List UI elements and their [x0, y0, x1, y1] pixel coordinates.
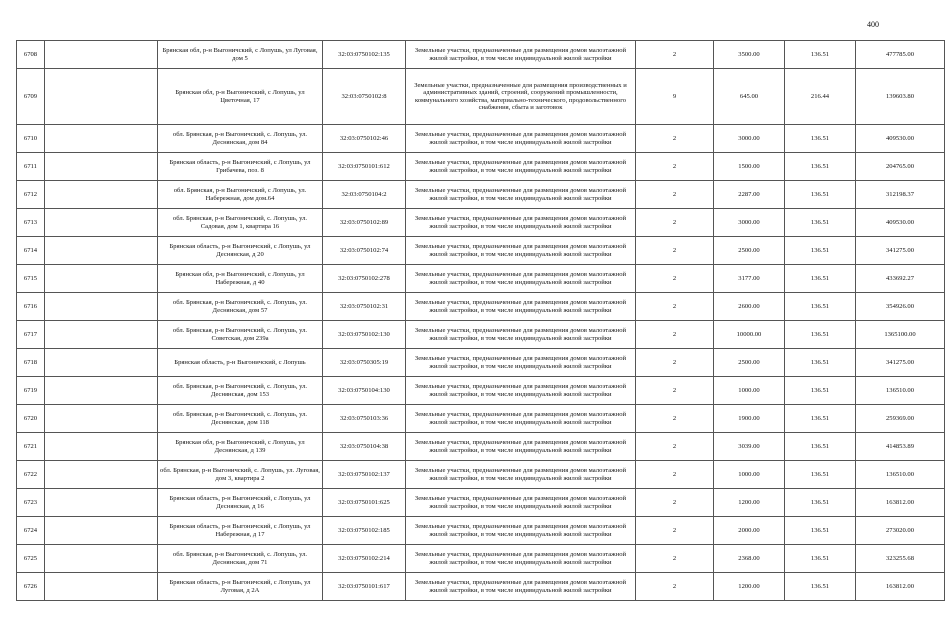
rate-cell: 136.51 — [785, 461, 856, 489]
cadastral-value-cell: 1365100.00 — [856, 321, 945, 349]
rate-cell: 136.51 — [785, 545, 856, 573]
rate-cell: 136.51 — [785, 377, 856, 405]
table-row — [17, 153, 945, 181]
land-use-cell: Земельные участки, предназначенные для размещения домов малоэтажной жилой застройки, в том числе индивидуальной жилой застройки — [406, 545, 636, 573]
group-cell: 2 — [636, 349, 714, 377]
address-cell: обл. Брянская, р-н Выгоничский, с. Лопушь, ул. Деснянская, дом 118 — [158, 405, 323, 433]
group-cell: 2 — [636, 41, 714, 69]
cadastral-value-cell: 354926.00 — [856, 293, 945, 321]
rate-cell: 136.51 — [785, 349, 856, 377]
row-number: 6719 — [17, 377, 45, 405]
table-row — [17, 489, 945, 517]
row-number: 6726 — [17, 573, 45, 601]
address-cell: Брянская область, р-н Выгоничский, с Лопушь — [158, 349, 323, 377]
blank-cell — [45, 349, 158, 377]
cadastral-value-cell: 204765.00 — [856, 153, 945, 181]
group-cell: 2 — [636, 433, 714, 461]
land-use-cell: Земельные участки, предназначенные для размещения домов малоэтажной жилой застройки, в том числе индивидуальной жилой застройки — [406, 41, 636, 69]
cadastral-number-cell: 32:03:0750102:214 — [323, 545, 406, 573]
land-use-cell: Земельные участки, предназначенные для размещения домов малоэтажной жилой застройки, в том числе индивидуальной жилой застройки — [406, 125, 636, 153]
land-use-cell: Земельные участки, предназначенные для размещения домов малоэтажной жилой застройки, в том числе индивидуальной жилой застройки — [406, 349, 636, 377]
area-cell: 1200.00 — [714, 489, 785, 517]
row-number: 6721 — [17, 433, 45, 461]
cadastral-number-cell: 32:03:0750102:46 — [323, 125, 406, 153]
row-number: 6722 — [17, 461, 45, 489]
row-number: 6720 — [17, 405, 45, 433]
group-cell: 2 — [636, 181, 714, 209]
area-cell: 2600.00 — [714, 293, 785, 321]
land-use-cell: Земельные участки, предназначенные для размещения домов малоэтажной жилой застройки, в том числе индивидуальной жилой застройки — [406, 209, 636, 237]
land-registry-table — [16, 40, 945, 601]
land-use-cell: Земельные участки, предназначенные для размещения домов малоэтажной жилой застройки, в том числе индивидуальной жилой застройки — [406, 405, 636, 433]
rate-cell: 136.51 — [785, 125, 856, 153]
land-use-cell: Земельные участки, предназначенные для размещения домов малоэтажной жилой застройки, в том числе индивидуальной жилой застройки — [406, 293, 636, 321]
row-number: 6723 — [17, 489, 45, 517]
table-row — [17, 265, 945, 293]
group-cell: 2 — [636, 573, 714, 601]
area-cell: 1000.00 — [714, 461, 785, 489]
rate-cell: 136.51 — [785, 321, 856, 349]
cadastral-number-cell: 32:03:0750104:2 — [323, 181, 406, 209]
address-cell: Брянская область, р-н Выгоничский, с Лопушь, ул Деснянская, д 20 — [158, 237, 323, 265]
rate-cell: 136.51 — [785, 181, 856, 209]
cadastral-number-cell: 32:03:0750101:612 — [323, 153, 406, 181]
rate-cell: 136.51 — [785, 209, 856, 237]
area-cell: 10000.00 — [714, 321, 785, 349]
table-row — [17, 321, 945, 349]
row-number: 6711 — [17, 153, 45, 181]
rate-cell: 136.51 — [785, 237, 856, 265]
address-cell: Брянская область, р-н Выгоничский, с Лопушь, ул Грибачева, поз. 8 — [158, 153, 323, 181]
row-number: 6714 — [17, 237, 45, 265]
cadastral-value-cell: 341275.00 — [856, 237, 945, 265]
area-cell: 2368.00 — [714, 545, 785, 573]
address-cell: обл. Брянская, р-н Выгоничский, с. Лопушь, ул. Деснянская, дом 153 — [158, 377, 323, 405]
cadastral-number-cell: 32:03:0750102:278 — [323, 265, 406, 293]
row-number: 6725 — [17, 545, 45, 573]
row-number: 6724 — [17, 517, 45, 545]
blank-cell — [45, 69, 158, 125]
blank-cell — [45, 321, 158, 349]
row-number: 6708 — [17, 41, 45, 69]
group-cell: 2 — [636, 265, 714, 293]
table-row — [17, 405, 945, 433]
cadastral-value-cell: 259369.00 — [856, 405, 945, 433]
cadastral-value-cell: 136510.00 — [856, 461, 945, 489]
table-row — [17, 293, 945, 321]
cadastral-number-cell: 32:03:0750102:89 — [323, 209, 406, 237]
table-row — [17, 41, 945, 69]
area-cell: 2287.00 — [714, 181, 785, 209]
address-cell: обл. Брянская, р-н Выгоничский, с. Лопушь, ул. Деснянская, дом 57 — [158, 293, 323, 321]
area-cell: 3000.00 — [714, 209, 785, 237]
group-cell: 2 — [636, 405, 714, 433]
blank-cell — [45, 461, 158, 489]
address-cell: Брянская обл, р-н Выгоничский, с Лопушь, ул Набережная, д 40 — [158, 265, 323, 293]
address-cell: Брянская область, р-н Выгоничский, с Лопушь, ул Луговая, д 2А — [158, 573, 323, 601]
cadastral-value-cell: 323255.68 — [856, 545, 945, 573]
area-cell: 1500.00 — [714, 153, 785, 181]
row-number: 6718 — [17, 349, 45, 377]
group-cell: 2 — [636, 321, 714, 349]
rate-cell: 136.51 — [785, 433, 856, 461]
rate-cell: 136.51 — [785, 293, 856, 321]
group-cell: 2 — [636, 377, 714, 405]
land-use-cell: Земельные участки, предназначенные для размещения домов малоэтажной жилой застройки, в том числе индивидуальной жилой застройки — [406, 377, 636, 405]
cadastral-value-cell: 163812.00 — [856, 573, 945, 601]
row-number: 6709 — [17, 69, 45, 125]
address-cell: обл. Брянская, р-н Выгоничский, с. Лопушь, ул. Советская, дом 239а — [158, 321, 323, 349]
cadastral-value-cell: 136510.00 — [856, 377, 945, 405]
cadastral-number-cell: 32:03:0750102:130 — [323, 321, 406, 349]
area-cell: 2500.00 — [714, 237, 785, 265]
table-row — [17, 125, 945, 153]
address-cell: обл. Брянская, р-н Выгоничский, с. Лопушь, ул. Деснянская, дом 71 — [158, 545, 323, 573]
blank-cell — [45, 545, 158, 573]
cadastral-number-cell: 32:03:0750102:31 — [323, 293, 406, 321]
cadastral-value-cell: 273020.00 — [856, 517, 945, 545]
cadastral-value-cell: 163812.00 — [856, 489, 945, 517]
blank-cell — [45, 209, 158, 237]
blank-cell — [45, 377, 158, 405]
area-cell: 2000.00 — [714, 517, 785, 545]
land-use-cell: Земельные участки, предназначенные для размещения домов малоэтажной жилой застройки, в том числе индивидуальной жилой застройки — [406, 237, 636, 265]
cadastral-number-cell: 32:03:0750102:185 — [323, 517, 406, 545]
address-cell: Брянская обл, р-н Выгоничский, с Лопушь, ул Луговая, дом 5 — [158, 41, 323, 69]
blank-cell — [45, 489, 158, 517]
group-cell: 2 — [636, 125, 714, 153]
table-row — [17, 377, 945, 405]
area-cell: 2500.00 — [714, 349, 785, 377]
table-row — [17, 461, 945, 489]
blank-cell — [45, 433, 158, 461]
blank-cell — [45, 293, 158, 321]
cadastral-number-cell: 32:03:0750102:8 — [323, 69, 406, 125]
address-cell: обл. Брянская, р-н Выгоничский, с. Лопушь, ул. Луговая, дом 3, квартира 2 — [158, 461, 323, 489]
land-use-cell: Земельные участки, предназначенные для размещения домов малоэтажной жилой застройки, в том числе индивидуальной жилой застройки — [406, 265, 636, 293]
cadastral-number-cell: 32:03:0750102:137 — [323, 461, 406, 489]
cadastral-number-cell: 32:03:0750102:135 — [323, 41, 406, 69]
blank-cell — [45, 153, 158, 181]
group-cell: 2 — [636, 237, 714, 265]
row-number: 6715 — [17, 265, 45, 293]
cadastral-number-cell: 32:03:0750101:617 — [323, 573, 406, 601]
table-row — [17, 69, 945, 125]
rate-cell: 136.51 — [785, 405, 856, 433]
row-number: 6716 — [17, 293, 45, 321]
group-cell: 2 — [636, 489, 714, 517]
cadastral-value-cell: 312198.37 — [856, 181, 945, 209]
group-cell: 9 — [636, 69, 714, 125]
cadastral-value-cell: 409530.00 — [856, 209, 945, 237]
cadastral-value-cell: 433692.27 — [856, 265, 945, 293]
row-number: 6710 — [17, 125, 45, 153]
area-cell: 1200.00 — [714, 573, 785, 601]
cadastral-number-cell: 32:03:0750104:38 — [323, 433, 406, 461]
rate-cell: 136.51 — [785, 41, 856, 69]
blank-cell — [45, 181, 158, 209]
land-use-cell: Земельные участки, предназначенные для размещения домов малоэтажной жилой застройки, в том числе индивидуальной жилой застройки — [406, 461, 636, 489]
cadastral-number-cell: 32:03:0750104:130 — [323, 377, 406, 405]
area-cell: 3500.00 — [714, 41, 785, 69]
land-use-cell: Земельные участки, предназначенные для размещения домов малоэтажной жилой застройки, в том числе индивидуальной жилой застройки — [406, 321, 636, 349]
area-cell: 645.00 — [714, 69, 785, 125]
blank-cell — [45, 41, 158, 69]
table-row — [17, 349, 945, 377]
group-cell: 2 — [636, 461, 714, 489]
rate-cell: 216.44 — [785, 69, 856, 125]
area-cell: 3177.00 — [714, 265, 785, 293]
row-number: 6712 — [17, 181, 45, 209]
land-use-cell: Земельные участки, предназначенные для размещения домов малоэтажной жилой застройки, в том числе индивидуальной жилой застройки — [406, 153, 636, 181]
table-row — [17, 433, 945, 461]
table-body — [17, 41, 945, 601]
area-cell: 3039.00 — [714, 433, 785, 461]
address-cell: обл. Брянская, р-н Выгоничский, с. Лопушь, ул. Садовая, дом 1, квартира 16 — [158, 209, 323, 237]
group-cell: 2 — [636, 209, 714, 237]
address-cell: Брянская область, р-н Выгоничский, с Лопушь, ул Деснянская, д 16 — [158, 489, 323, 517]
rate-cell: 136.51 — [785, 265, 856, 293]
cadastral-value-cell: 409530.00 — [856, 125, 945, 153]
cadastral-number-cell: 32:03:0750102:74 — [323, 237, 406, 265]
cadastral-value-cell: 341275.00 — [856, 349, 945, 377]
cadastral-value-cell: 139603.80 — [856, 69, 945, 125]
rate-cell: 136.51 — [785, 153, 856, 181]
table-row — [17, 517, 945, 545]
blank-cell — [45, 573, 158, 601]
land-use-cell: Земельные участки, предназначенные для размещения производственных и административных зданий, строений, сооружений промышленности, коммунального хозяйства, материально-технического, продовольственного снабжения, сбыта и заготовок — [406, 69, 636, 125]
land-use-cell: Земельные участки, предназначенные для размещения домов малоэтажной жилой застройки, в том числе индивидуальной жилой застройки — [406, 181, 636, 209]
address-cell: Брянская область, р-н Выгоничский, с Лопушь, ул Набережная, д 17 — [158, 517, 323, 545]
area-cell: 1000.00 — [714, 377, 785, 405]
address-cell: обл. Брянская, р-н Выгоничский, с. Лопушь, ул. Деснянская, дом 84 — [158, 125, 323, 153]
table-row — [17, 573, 945, 601]
blank-cell — [45, 517, 158, 545]
cadastral-number-cell: 32:03:0750103:36 — [323, 405, 406, 433]
table-row — [17, 181, 945, 209]
blank-cell — [45, 237, 158, 265]
cadastral-number-cell: 32:03:0750305:19 — [323, 349, 406, 377]
blank-cell — [45, 265, 158, 293]
land-use-cell: Земельные участки, предназначенные для размещения домов малоэтажной жилой застройки, в том числе индивидуальной жилой застройки — [406, 433, 636, 461]
blank-cell — [45, 405, 158, 433]
address-cell: Брянская обл, р-н Выгоничский, с Лопушь, ул Цветочная, 17 — [158, 69, 323, 125]
blank-cell — [45, 125, 158, 153]
group-cell: 2 — [636, 293, 714, 321]
land-use-cell: Земельные участки, предназначенные для размещения домов малоэтажной жилой застройки, в том числе индивидуальной жилой застройки — [406, 489, 636, 517]
row-number: 6717 — [17, 321, 45, 349]
area-cell: 3000.00 — [714, 125, 785, 153]
page-number: 400 — [867, 20, 879, 29]
row-number: 6713 — [17, 209, 45, 237]
address-cell: Брянская обл, р-н Выгоничский, с Лопушь, ул Деснянская, д 139 — [158, 433, 323, 461]
area-cell: 1900.00 — [714, 405, 785, 433]
group-cell: 2 — [636, 153, 714, 181]
land-use-cell: Земельные участки, предназначенные для размещения домов малоэтажной жилой застройки, в том числе индивидуальной жилой застройки — [406, 573, 636, 601]
rate-cell: 136.51 — [785, 489, 856, 517]
rate-cell: 136.51 — [785, 573, 856, 601]
group-cell: 2 — [636, 545, 714, 573]
table-row — [17, 545, 945, 573]
cadastral-value-cell: 414853.89 — [856, 433, 945, 461]
table-row — [17, 209, 945, 237]
cadastral-number-cell: 32:03:0750101:625 — [323, 489, 406, 517]
cadastral-value-cell: 477785.00 — [856, 41, 945, 69]
group-cell: 2 — [636, 517, 714, 545]
rate-cell: 136.51 — [785, 517, 856, 545]
table-row — [17, 237, 945, 265]
address-cell: обл. Брянская, р-н Выгоничский, с Лопушь, ул. Набережная, дом дом.64 — [158, 181, 323, 209]
land-use-cell: Земельные участки, предназначенные для размещения домов малоэтажной жилой застройки, в том числе индивидуальной жилой застройки — [406, 517, 636, 545]
